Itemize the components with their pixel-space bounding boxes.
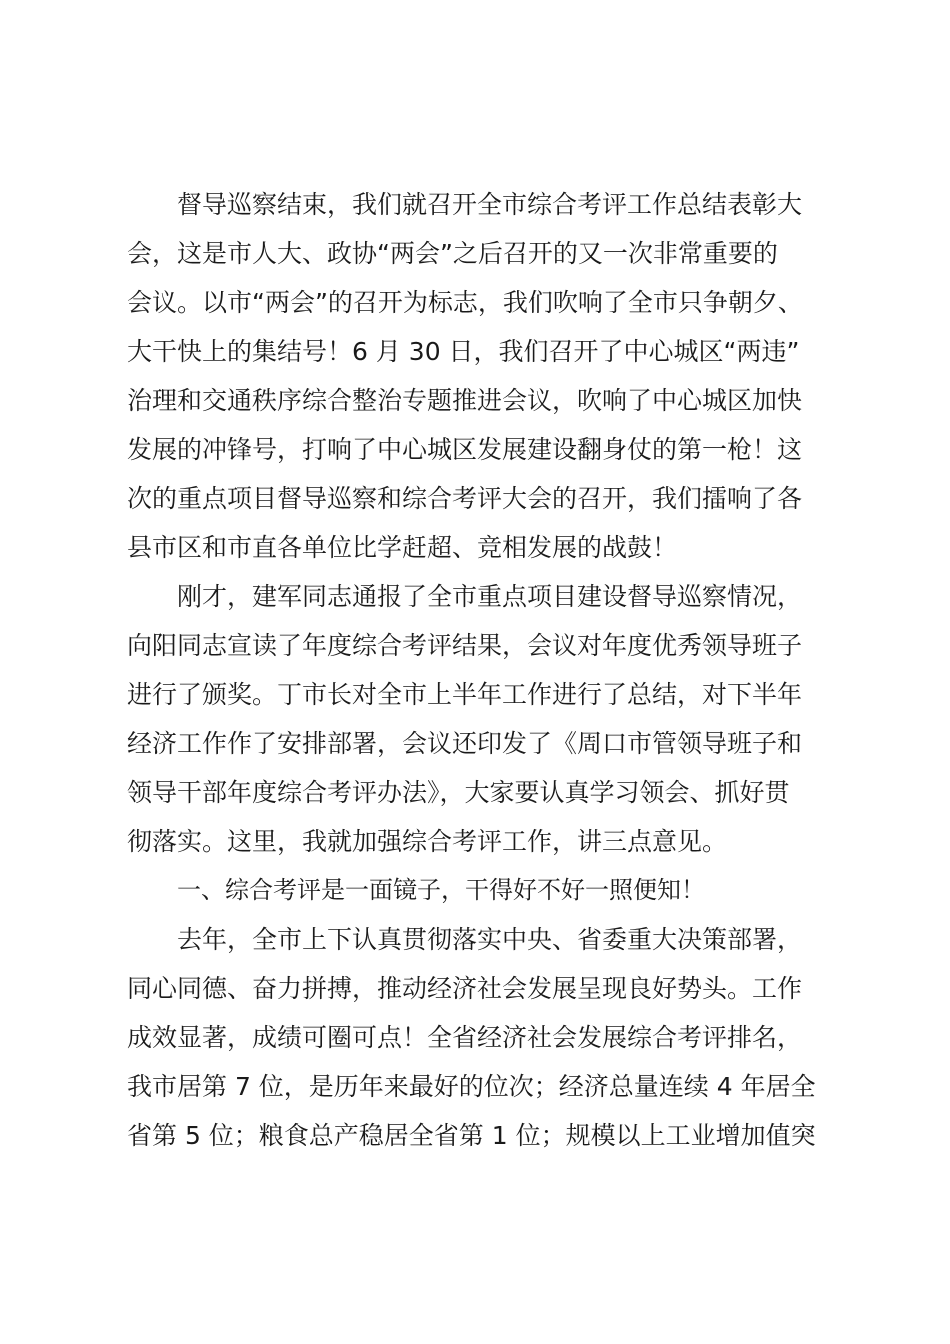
text-line: 次的重点项目督导巡察和综合考评大会的召开，我们擂响了各 [127, 484, 803, 513]
text-line: 彻落实。这里，我就加强综合考评工作，讲三点意见。 [127, 827, 728, 856]
text-line: 领导干部年度综合考评办法》，大家要认真学习领会、抓好贯 [127, 778, 790, 807]
text-line: 去年，全市上下认真贯彻落实中央、省委重大决策部署， [177, 925, 803, 954]
text-line: 督导巡察结束，我们就召开全市综合考评工作总结表彰大 [177, 190, 803, 219]
text-line: 会议。以市“两会”的召开为标志，我们吹响了全市只争朝夕、 [127, 288, 803, 317]
text-line: 我市居第 7 位，是历年来最好的位次；经济总量连续 4 年居全 [127, 1072, 816, 1101]
section-heading: 一、综合考评是一面镜子，干得好不好一照便知！ [177, 876, 705, 904]
text-line: 省第 5 位；粮食总产稳居全省第 1 位；规模以上工业增加值突 [127, 1121, 816, 1150]
text-line: 成效显著，成绩可圈可点！全省经济社会发展综合考评排名， [127, 1023, 803, 1052]
text-line: 会，这是市人大、政协“两会”之后召开的又一次非常重要的 [127, 239, 778, 268]
text-line: 向阳同志宣读了年度综合考评结果，会议对年度优秀领导班子 [127, 631, 803, 660]
text-line: 进行了颁奖。丁市长对全市上半年工作进行了总结，对下半年 [127, 680, 803, 709]
text-line: 经济工作作了安排部署，会议还印发了《周口市管领导班子和 [127, 729, 803, 758]
text-line: 治理和交通秩序综合整治专题推进会议，吹响了中心城区加快 [127, 386, 803, 415]
text-line: 刚才，建军同志通报了全市重点项目建设督导巡察情况， [177, 582, 803, 611]
text-line: 县市区和市直各单位比学赶超、竞相发展的战鼓！ [127, 533, 678, 562]
document-body [127, 180, 839, 1160]
text-line: 大干快上的集结号！6 月 30 日，我们召开了中心城区“两违” [127, 337, 800, 366]
text-line: 发展的冲锋号，打响了中心城区发展建设翻身仗的第一枪！这 [127, 435, 803, 464]
text-line: 同心同德、奋力拼搏，推动经济社会发展呈现良好势头。工作 [127, 974, 803, 1003]
